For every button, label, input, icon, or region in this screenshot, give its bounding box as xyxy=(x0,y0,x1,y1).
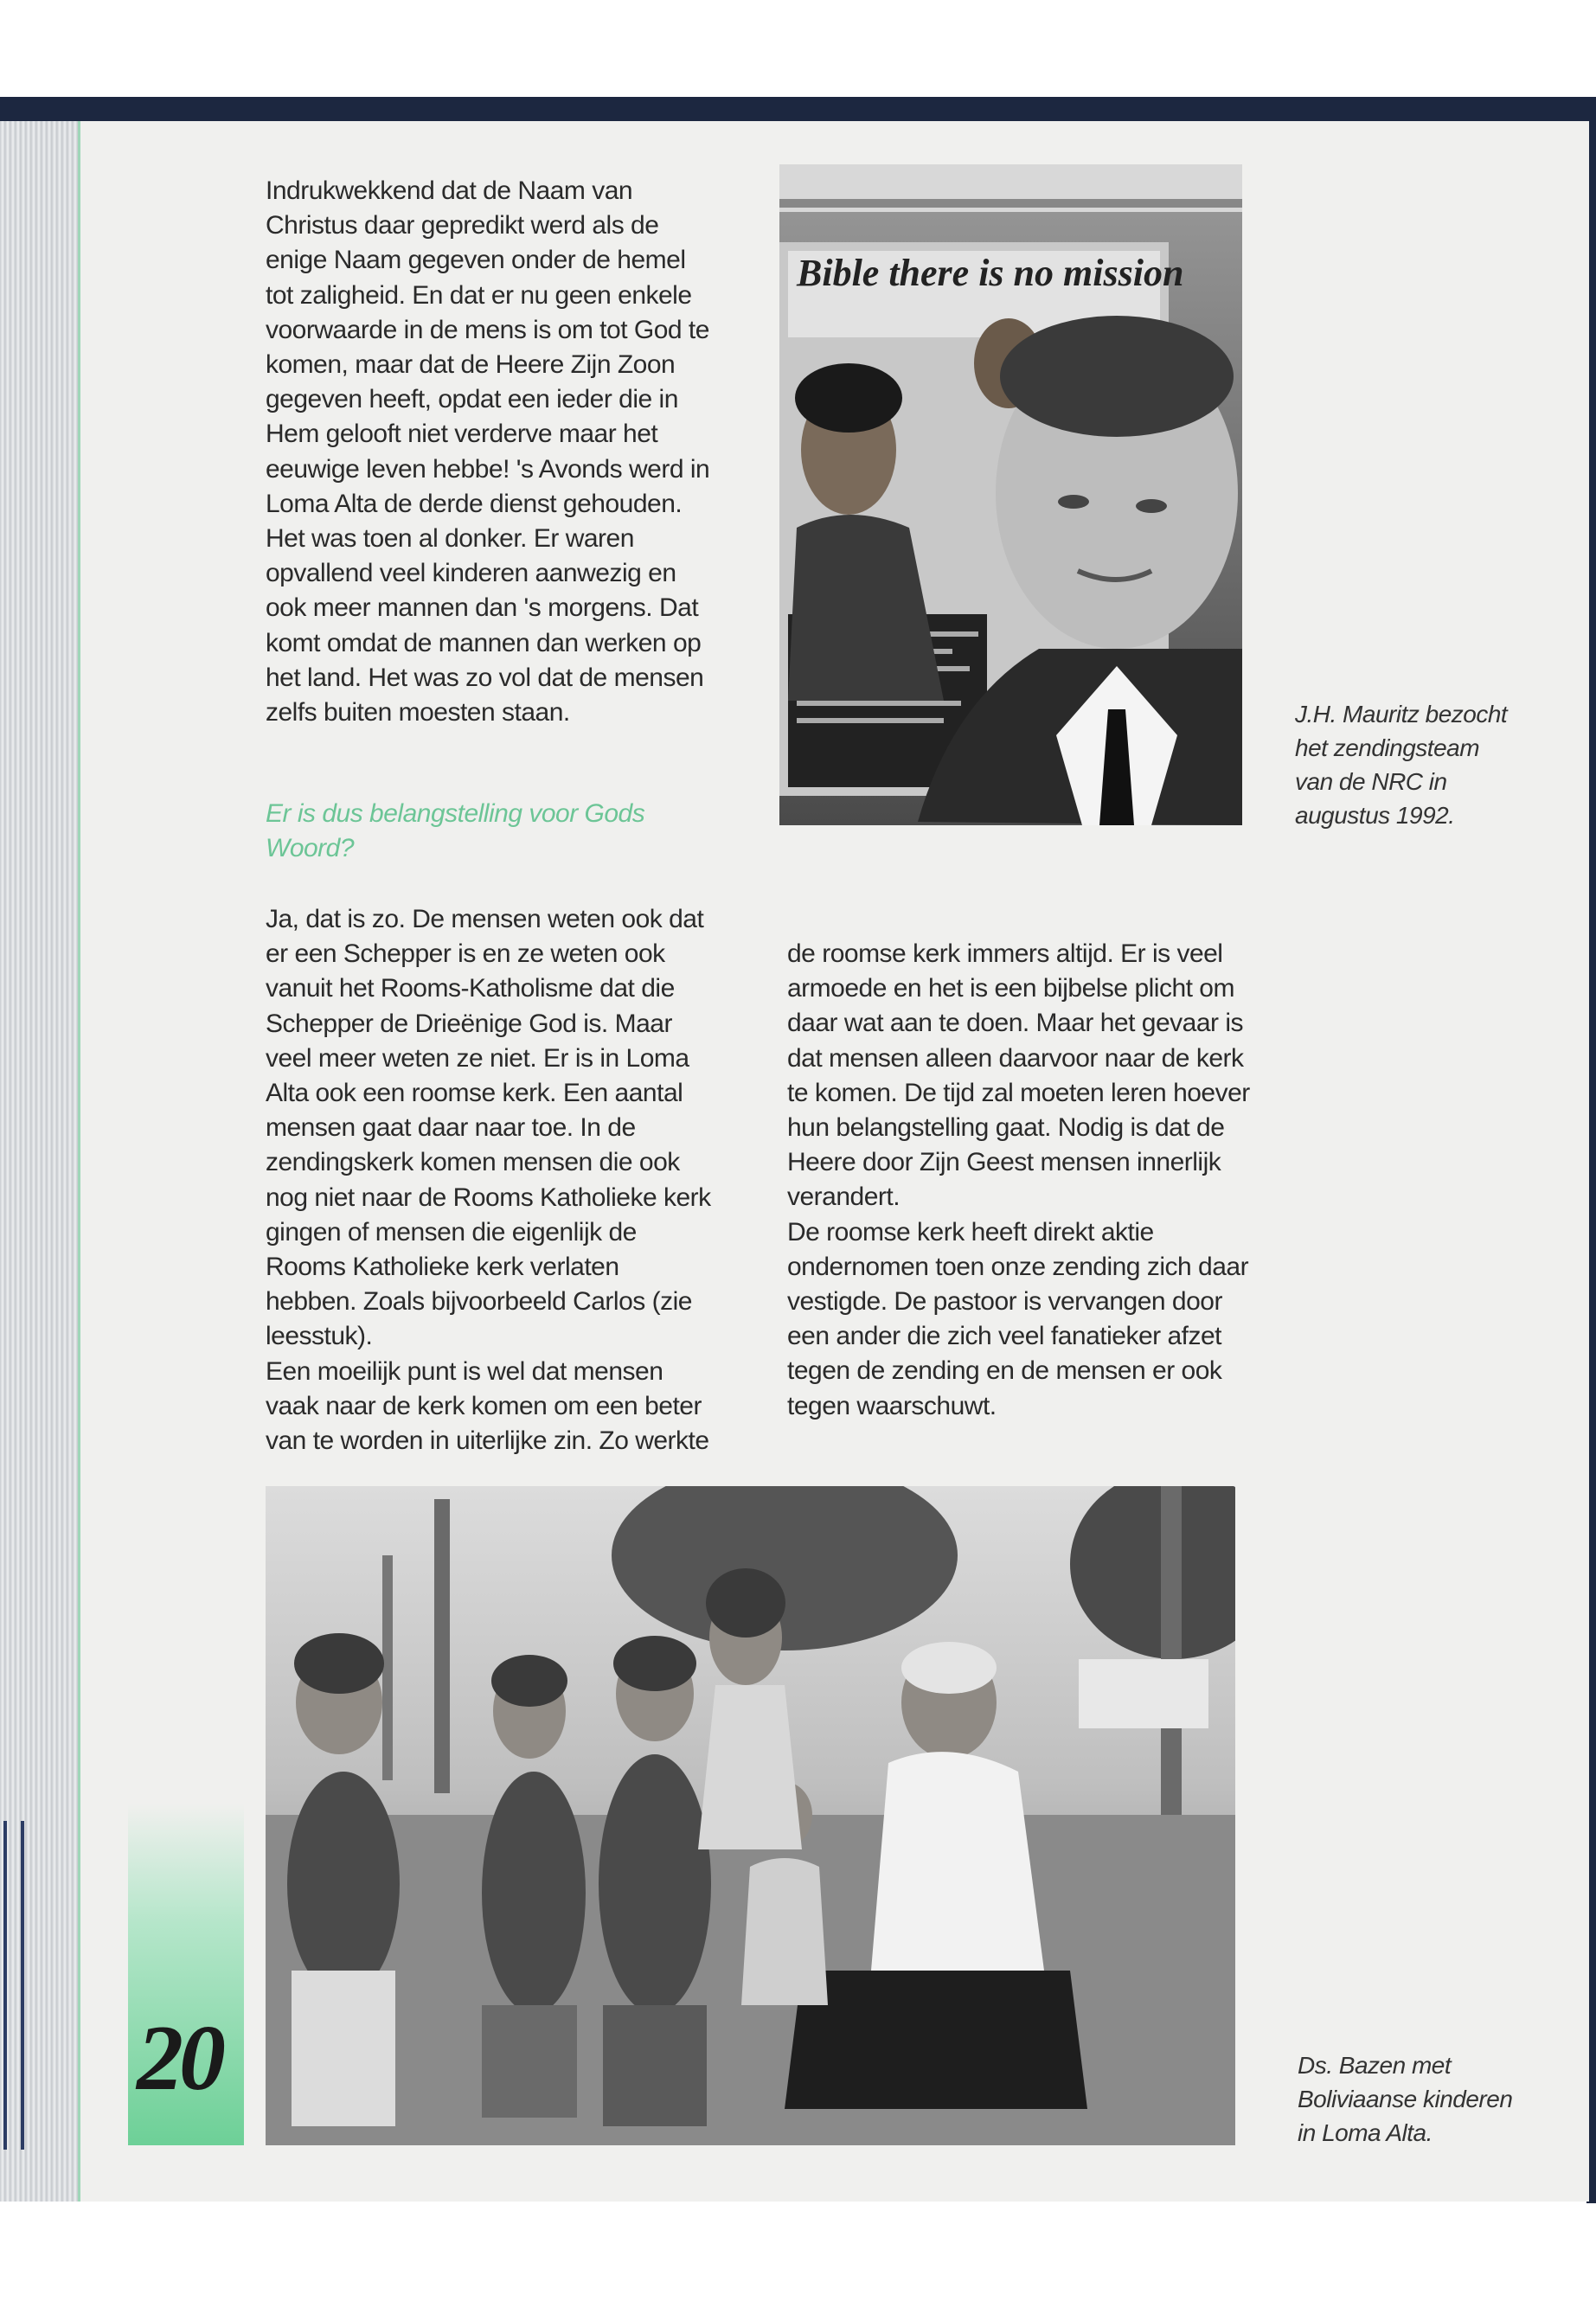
book-page-edges xyxy=(0,121,78,2202)
paragraph: de roomse kerk immers altijd. Er is veel armoede en het is een bijbelse plicht om daar wat aan te doen. Maar het gevaar is dat mensen alleen daarvoor naar de kerk te komen. De tijd zal moeten leren hoever hun belangstelling gaat. Nodig is dat de Heere door Zijn Geest mensen innerlijk verandert. xyxy=(787,939,1250,1212)
paragraph: Ja, dat is zo. De mensen weten ook dat er een Schepper is en ze weten ook vanuit het Rooms-Katholisme dat die Schepper de Drieënige God is. Maar veel meer weten ze niet. Er is in Loma Alta ook een roomse kerk. Een aantal mensen gaat daar naar toe. In de zendingskerk komen mensen die ook nog niet naar de Rooms Katholieke kerk gingen of mensen die eigenlijk de Rooms Katholieke kerk verlaten hebben. Zoals bijvoorbeeld Carlos (zie leesstuk). xyxy=(266,905,711,1351)
page-edge-accent xyxy=(21,1821,24,2150)
paragraph: De roomse kerk heeft direkt aktie ondernomen toen onze zending zich daar vestigde. De pastoor is vervangen door een ander die zich veel fanatieker afzet tegen de zending en de mensen er ook tegen waarschuwt. xyxy=(787,1217,1249,1420)
paragraph: Een moeilijk punt is wel dat mensen vaak naar de kerk komen om een beter van te worden in uiterlijke zin. Zo werkte xyxy=(266,1356,709,1456)
poster-text: Bible there is no mission xyxy=(797,252,1184,294)
body-text-col1-top: Indrukwekkend dat de Naam van Christus daar gepredikt werd als de enige Naam gegeven onder de hemel tot zaligheid. En dat er nu geen enkele voorwaarde in de mens is om tot God te komen, maar dat de Heere Zijn Zoon gegeven heeft, opdat een ieder die in Hem gelooft niet verderve maar het eeuwige leven hebbe! 's Avonds werd in Loma Alta de derde dienst gehouden. Het was toen al donker. Er waren opvallend veel kinderen aanwezig en ook meer mannen dan 's morgens. Dat komt omdat de mannen dan werken op het land. Het was zo vol dat de mensen zelfs buiten moesten staan. xyxy=(266,176,710,727)
page-edge-accent xyxy=(3,1821,7,2150)
interview-question: Er is dus belangstelling voor Gods Woord? xyxy=(266,799,645,862)
body-text-col2 xyxy=(787,937,1250,1424)
photo-children-loma-alta xyxy=(266,1486,1235,2145)
page-number: 20 xyxy=(137,2007,221,2110)
body-text-col1-bottom xyxy=(266,902,715,1458)
photo-caption-bazen: Ds. Bazen met Boliviaanse kinderen in Loma Alta. xyxy=(1298,2052,1513,2146)
photo-caption-mauritz: J.H. Mauritz bezocht het zendingsteam van de NRC in augustus 1992. xyxy=(1295,701,1508,829)
photo-mauritz xyxy=(779,164,1242,825)
